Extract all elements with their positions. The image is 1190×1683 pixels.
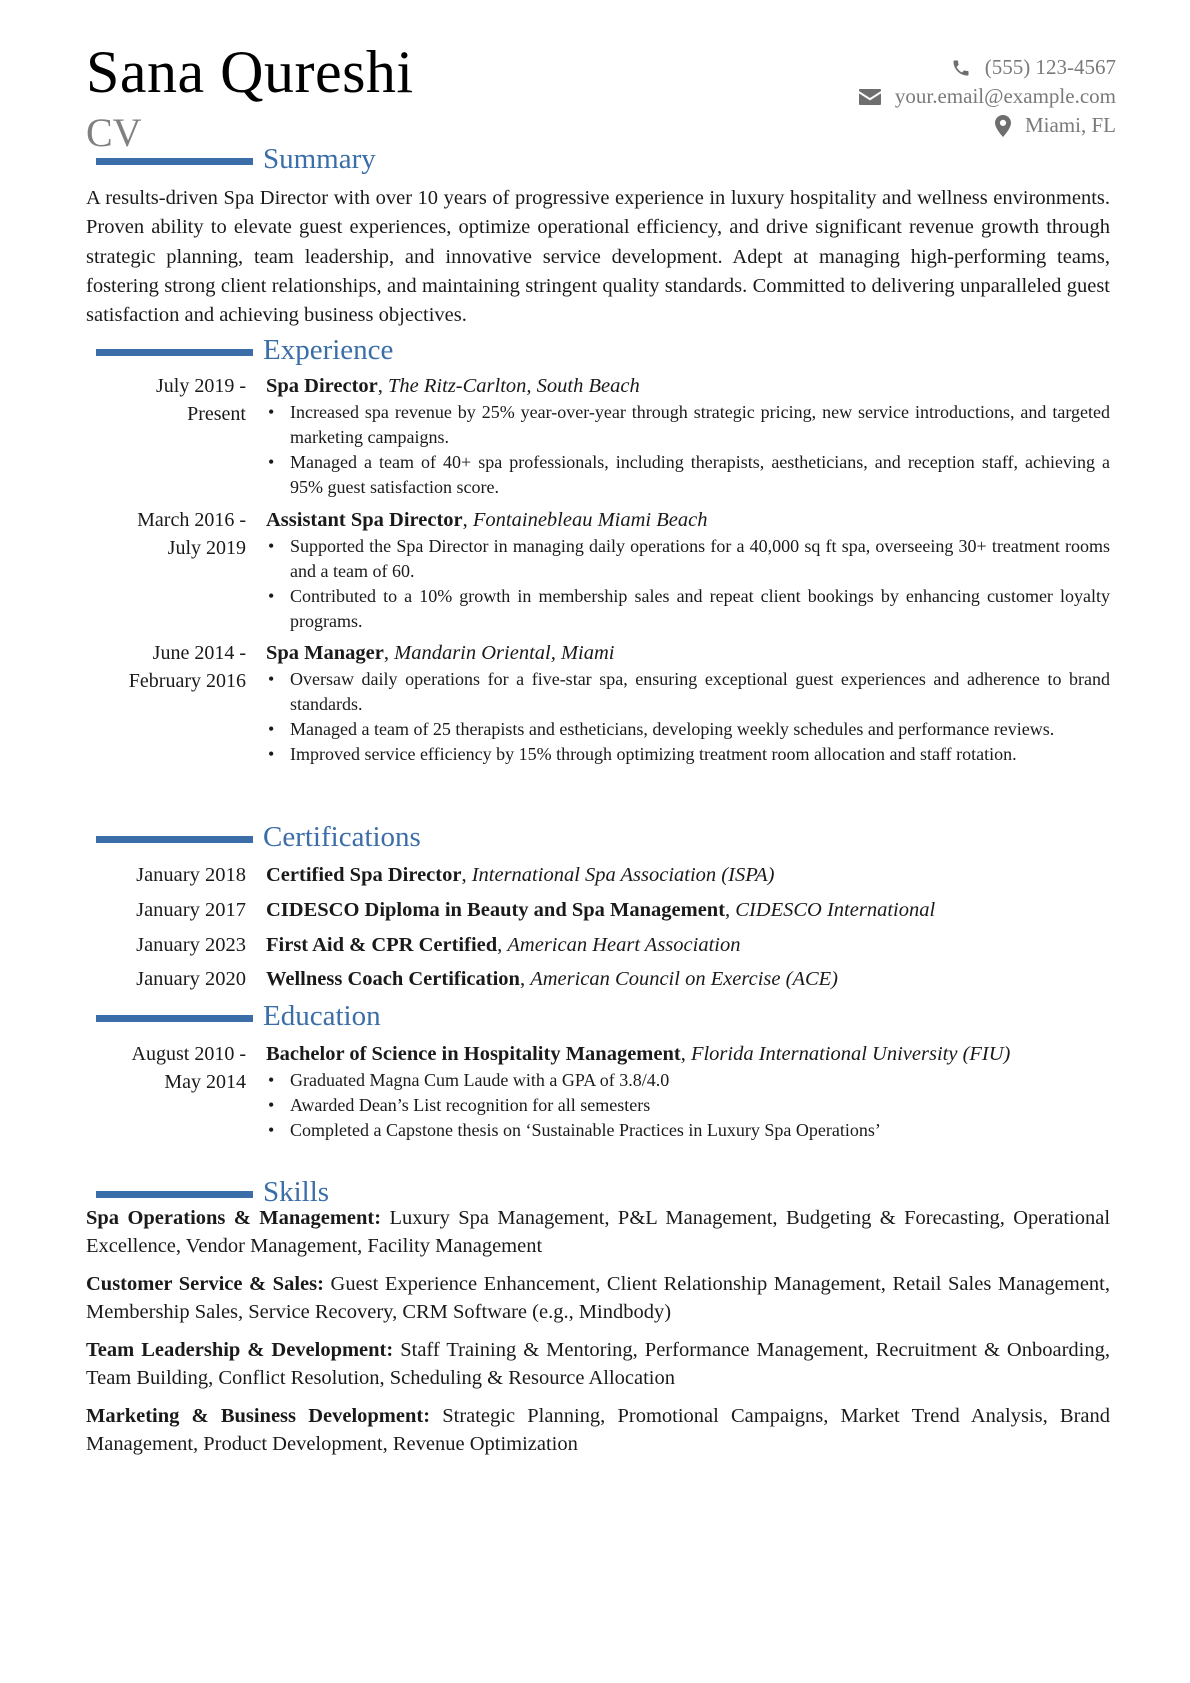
section-title: Summary bbox=[263, 142, 376, 175]
entry-heading: Assistant Spa Director, Fontainebleau Miami Beach bbox=[266, 509, 708, 531]
section-accent-bar bbox=[96, 836, 253, 843]
job-title: Assistant Spa Director bbox=[266, 509, 463, 531]
map-marker-icon bbox=[995, 115, 1011, 137]
date-end: Present bbox=[187, 403, 246, 425]
date-start: August 2010 - bbox=[131, 1043, 246, 1065]
section-accent-bar bbox=[96, 349, 253, 356]
skill-items: Staff Training & Mentoring, Performance Management, Recruitment & Onboarding, Team Building, Conflict Resolution, Scheduling & Resource Allocation bbox=[86, 1339, 1110, 1389]
entry-heading: Spa Manager, Mandarin Oriental, Miami bbox=[266, 642, 615, 664]
bullet-item: • Increased spa revenue by 25% year-over-year through strategic pricing, new service introductions, and targeted marketing campaigns. bbox=[266, 400, 1110, 450]
skill-category: Spa Operations & Management: bbox=[86, 1207, 382, 1229]
cert-issuer: CIDESCO International bbox=[735, 899, 936, 921]
cert-name: Certified Spa Director bbox=[266, 864, 462, 886]
bullet-list bbox=[266, 400, 1110, 500]
summary-text: A results-driven Spa Director with over 10 years of progressive experience in luxury hospitality and wellness environments. Proven ability to elevate guest experiences, optimize operational efficiency, and drive significant revenue growth through strategic planning, team leadership, and innovative service development. Adept at managing high-performing teams, fostering strong client relationships, and maintaining stringent quality standards. Committed to delivering unparalleled guest satisfaction and achieving business objectives. bbox=[86, 187, 1110, 327]
cert-name: CIDESCO Diploma in Beauty and Spa Management bbox=[266, 899, 726, 921]
bullet-list bbox=[266, 1068, 1110, 1143]
bullet-item: • Awarded Dean’s List recognition for all semesters bbox=[266, 1093, 1110, 1118]
section-title: Experience bbox=[263, 333, 394, 366]
bullet-item: • Improved service efficiency by 15% through optimizing treatment room allocation and staff rotation. bbox=[266, 742, 1110, 767]
bullet-list bbox=[266, 667, 1110, 767]
contact-phone bbox=[859, 53, 1116, 82]
skill-category: Marketing & Business Development: bbox=[86, 1405, 431, 1427]
entry-dates bbox=[86, 1040, 246, 1096]
phone-number[interactable]: (555) 123-4567 bbox=[984, 55, 1116, 79]
skill-group bbox=[86, 1403, 1110, 1458]
location-text: Miami, FL bbox=[1024, 113, 1116, 137]
date-start: March 2016 - bbox=[137, 509, 246, 531]
entry-dates bbox=[86, 639, 246, 695]
section-header-skills bbox=[96, 1175, 329, 1209]
section-header-experience bbox=[96, 333, 393, 367]
school: Florida International University (FIU) bbox=[690, 1043, 1011, 1065]
skill-items: Luxury Spa Management, P&L Management, Budgeting & Forecasting, Operational Excellence, Vendor Management, Facility Management bbox=[86, 1207, 1111, 1257]
entry-heading: Bachelor of Science in Hospitality Management, Florida International University (FIU) bbox=[266, 1043, 1011, 1065]
bullet-list bbox=[266, 534, 1110, 634]
contact-email bbox=[859, 82, 1116, 111]
candidate-name: Sana Qureshi bbox=[86, 39, 414, 105]
section-title: Education bbox=[263, 999, 381, 1032]
employer: Mandarin Oriental, Miami bbox=[394, 642, 615, 664]
job-title: Spa Director bbox=[266, 375, 378, 397]
skill-category: Team Leadership & Development: bbox=[86, 1339, 394, 1361]
cert-date: January 2023 bbox=[136, 934, 246, 956]
contact-location bbox=[859, 111, 1116, 140]
entry-dates bbox=[86, 372, 246, 428]
date-start: July 2019 - bbox=[156, 375, 246, 397]
cert-date: January 2020 bbox=[136, 968, 246, 990]
cert-issuer: American Heart Association bbox=[507, 934, 741, 956]
bullet-item: • Supported the Spa Director in managing daily operations for a 40,000 sq ft spa, overseeing 30+ treatment rooms and a team of 60. bbox=[266, 534, 1110, 584]
cert-issuer: American Council on Exercise (ACE) bbox=[530, 968, 838, 990]
entry-heading: Spa Director, The Ritz-Carlton, South Beach bbox=[266, 375, 640, 397]
section-accent-bar bbox=[96, 1191, 253, 1198]
bullet-item: • Contributed to a 10% growth in membership sales and repeat client bookings by enhancing customer loyalty programs. bbox=[266, 584, 1110, 634]
cert-issuer: International Spa Association (ISPA) bbox=[471, 864, 775, 886]
employer: Fontainebleau Miami Beach bbox=[472, 509, 708, 531]
document-subtitle: CV bbox=[86, 110, 142, 155]
date-end: July 2019 bbox=[167, 537, 246, 559]
section-title: Certifications bbox=[263, 820, 421, 853]
degree: Bachelor of Science in Hospitality Management bbox=[266, 1043, 681, 1065]
date-end: February 2016 bbox=[128, 670, 246, 692]
date-start: June 2014 - bbox=[152, 642, 246, 664]
skill-items: Strategic Planning, Promotional Campaigns, Market Trend Analysis, Brand Management, Product Development, Revenue Optimization bbox=[86, 1405, 1110, 1455]
bullet-item: • Completed a Capstone thesis on ‘Sustainable Practices in Luxury Spa Operations’ bbox=[266, 1118, 1110, 1143]
date-end: May 2014 bbox=[164, 1071, 246, 1093]
section-accent-bar bbox=[96, 1015, 253, 1022]
section-accent-bar bbox=[96, 158, 253, 165]
employer: The Ritz-Carlton, South Beach bbox=[388, 375, 640, 397]
entry-dates bbox=[86, 506, 246, 562]
skill-group bbox=[86, 1337, 1110, 1392]
cert-date: January 2018 bbox=[136, 864, 246, 886]
skill-group bbox=[86, 1271, 1110, 1326]
skill-group bbox=[86, 1205, 1110, 1260]
section-title: Skills bbox=[263, 1175, 330, 1208]
section-header-summary bbox=[96, 142, 376, 176]
envelope-icon bbox=[859, 89, 881, 105]
skill-category: Customer Service & Sales: bbox=[86, 1273, 324, 1295]
bullet-item: • Graduated Magna Cum Laude with a GPA of 3.8/4.0 bbox=[266, 1068, 1110, 1093]
bullet-item: • Managed a team of 40+ spa professionals, including therapists, aestheticians, and reception staff, achieving a 95% guest satisfaction score. bbox=[266, 450, 1110, 500]
cert-date: January 2017 bbox=[136, 899, 246, 921]
section-header-certifications bbox=[96, 820, 421, 854]
cert-name: Wellness Coach Certification bbox=[266, 968, 520, 990]
email-address[interactable]: your.email@example.com bbox=[894, 84, 1116, 108]
cert-name: First Aid & CPR Certified bbox=[266, 934, 498, 956]
job-title: Spa Manager bbox=[266, 642, 384, 664]
bullet-item: • Oversaw daily operations for a five-star spa, ensuring exceptional guest experiences and adherence to brand standards. bbox=[266, 667, 1110, 717]
contact-info bbox=[859, 53, 1116, 140]
skill-items: Guest Experience Enhancement, Client Relationship Management, Retail Sales Management, Membership Sales, Service Recovery, CRM Software (e.g., Mindbody) bbox=[86, 1273, 1111, 1323]
section-header-education bbox=[96, 999, 381, 1033]
phone-icon bbox=[951, 58, 971, 78]
bullet-item: • Managed a team of 25 therapists and estheticians, developing weekly schedules and performance reviews. bbox=[266, 717, 1110, 742]
